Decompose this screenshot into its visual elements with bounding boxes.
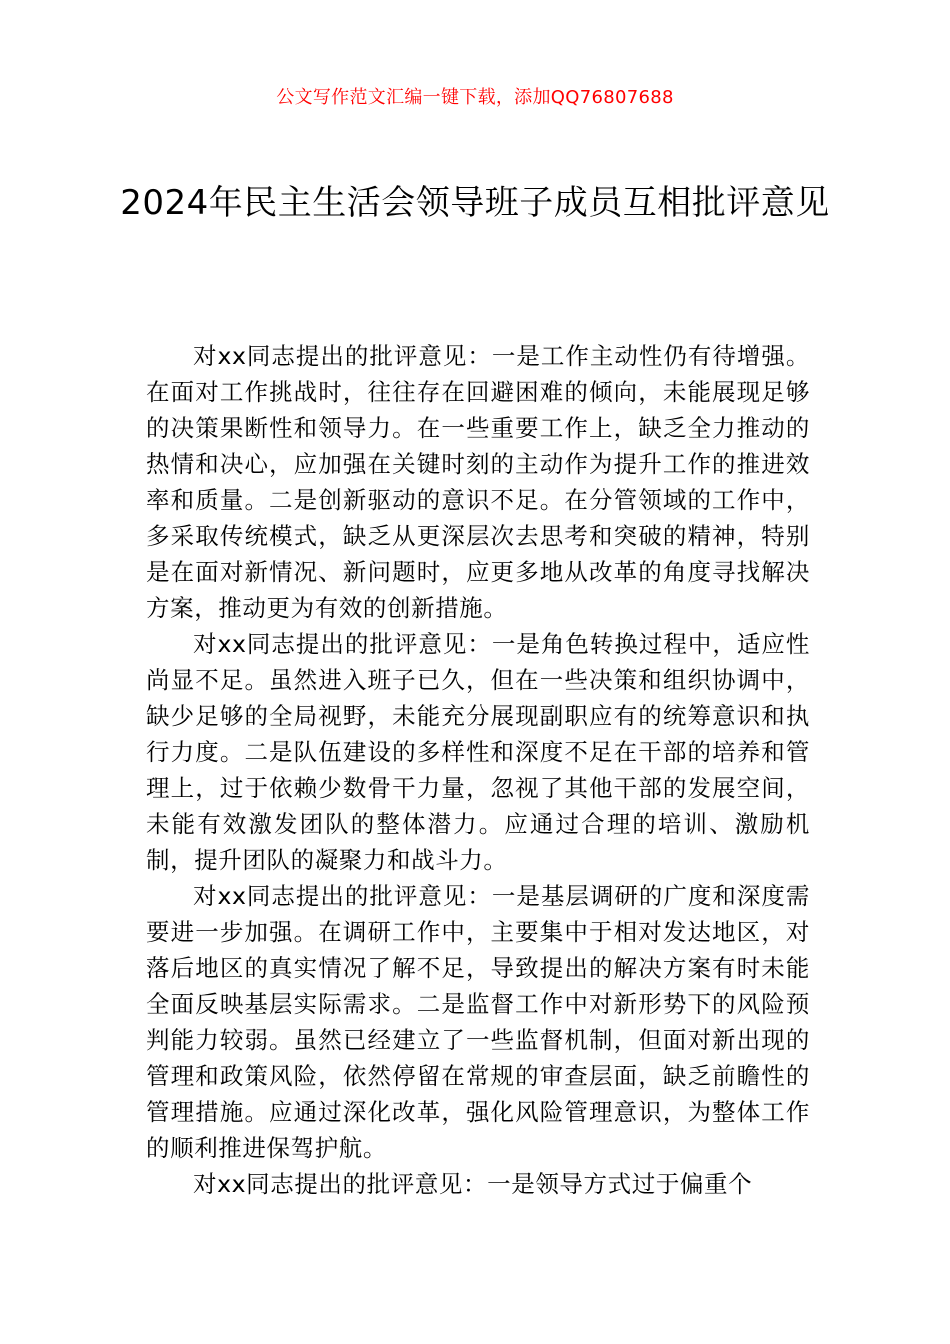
document-body: [146, 338, 810, 1202]
download-notice: 公文写作范文汇编一键下载，添加QQ76807688: [276, 87, 674, 108]
paragraph-4: 对xx同志提出的批评意见：一是领导方式过于偏重个: [193, 1170, 753, 1198]
paragraph-1: 对xx同志提出的批评意见：一是工作主动性仍有待增强。在面对工作挑战时，往往存在回避困难的倾向，未能展现足够的决策果断性和领导力。在一些重要工作上，缺乏全力推动的热情和决心，应加强在关键时刻的主动作为提升工作的推进效率和质量。二是创新驱动的意识不足。在分管领域的工作中，多采取传统模式，缺乏从更深层次去思考和突破的精神，特别是在面对新情况、新问题时，应更多地从改革的角度寻找解决方案，推动更为有效的创新措施。: [146, 342, 810, 622]
document-title: 2024年民主生活会领导班子成员互相批评意见: [120, 183, 830, 223]
paragraph-3: 对xx同志提出的批评意见：一是基层调研的广度和深度需要进一步加强。在调研工作中，主要集中于相对发达地区，对落后地区的真实情况了解不足，导致提出的解决方案有时未能全面反映基层实际需求。二是监督工作中对新形势下的风险预判能力较弱。虽然已经建立了一些监督机制，但面对新出现的管理和政策风险，依然停留在常规的审查层面，缺乏前瞻性的管理措施。应通过深化改革，强化风险管理意识，为整体工作的顺利推进保驾护航。: [146, 882, 810, 1162]
paragraph-2: 对xx同志提出的批评意见：一是角色转换过程中，适应性尚显不足。虽然进入班子已久，但在一些决策和组织协调中，缺少足够的全局视野，未能充分展现副职应有的统筹意识和执行力度。二是队伍建设的多样性和深度不足在干部的培养和管理上，过于依赖少数骨干力量，忽视了其他干部的发展空间，未能有效激发团队的整体潜力。应通过合理的培训、激励机制，提升团队的凝聚力和战斗力。: [146, 630, 810, 874]
